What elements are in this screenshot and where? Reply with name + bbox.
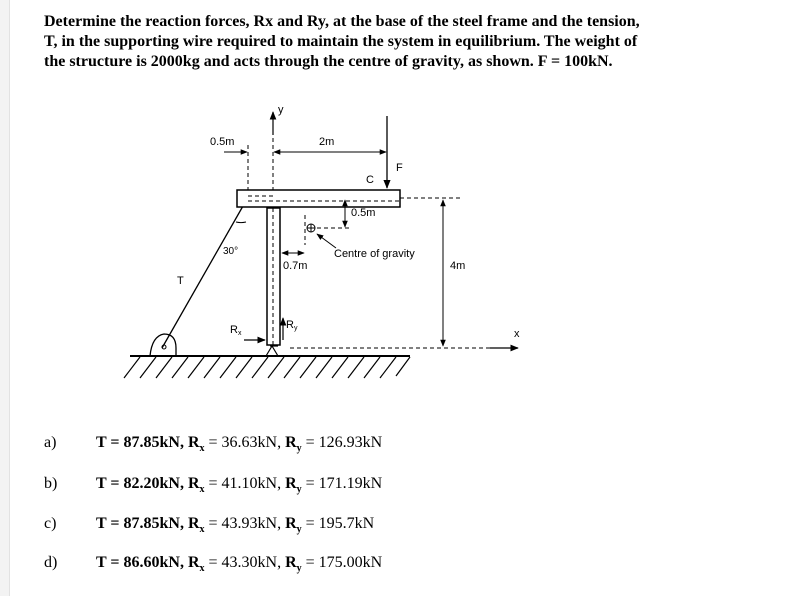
point-c-label: C bbox=[366, 174, 374, 186]
reaction-rx-label: Rx bbox=[230, 324, 242, 337]
option-letter: d) bbox=[44, 554, 58, 571]
dim-05m-top-label: 0.5m bbox=[210, 136, 235, 148]
option-letter: b) bbox=[44, 475, 58, 492]
option-text: T = 87.85kN, $R_x = 43.93kN$, $R_y = 195.7kN$ bbox=[96, 515, 375, 536]
dim-4m-label: 4m bbox=[450, 260, 466, 272]
option-text: T = 82.20kN, $R_x = 41.10kN$, $R_y = 171.19kN$ bbox=[96, 475, 383, 496]
x-axis-label: x bbox=[514, 328, 520, 340]
option-letter: c) bbox=[44, 515, 57, 532]
force-f-label: F bbox=[396, 162, 403, 174]
option-text: T = 86.60kN, $R_x = 43.30kN$, $R_y = 175.00kN$ bbox=[96, 554, 383, 575]
question-line-1: Determine the reaction forces, Rx and Ry, at the base of the steel frame and the tension, bbox=[44, 13, 640, 30]
answer-option-c[interactable] bbox=[44, 512, 544, 536]
ground bbox=[124, 356, 410, 378]
answer-option-b[interactable] bbox=[44, 472, 544, 496]
cg-pointer-arrow bbox=[317, 234, 336, 248]
angle-arc bbox=[236, 222, 246, 223]
column-base-support bbox=[266, 346, 278, 356]
y-axis-label: y bbox=[278, 104, 284, 116]
dim-2m-label: 2m bbox=[319, 136, 335, 148]
option-letter: a) bbox=[44, 434, 57, 451]
frame-column bbox=[267, 208, 280, 345]
dim-05m-cg-label: 0.5m bbox=[351, 207, 376, 219]
option-text: T = 87.85kN, $R_x = 36.63kN$, $R_y = 126.93kN$ bbox=[96, 434, 383, 455]
frame-beam bbox=[237, 190, 400, 207]
answer-option-a[interactable] bbox=[44, 431, 544, 455]
dim-07m-label: 0.7m bbox=[283, 260, 308, 272]
centre-of-gravity-symbol bbox=[307, 224, 315, 232]
tension-t-label: T bbox=[177, 275, 184, 287]
question-line-2: T, in the supporting wire required to maintain the system in equilibrium. The weight of bbox=[44, 33, 638, 50]
reaction-ry-label: Ry bbox=[286, 319, 298, 332]
question-line-3: the structure is 2000kg and acts through the centre of gravity, as shown. F = 100kN. bbox=[44, 53, 613, 70]
centre-of-gravity-label: Centre of gravity bbox=[334, 248, 415, 260]
angle-label: 30° bbox=[223, 246, 239, 257]
answer-option-d[interactable] bbox=[44, 551, 544, 575]
